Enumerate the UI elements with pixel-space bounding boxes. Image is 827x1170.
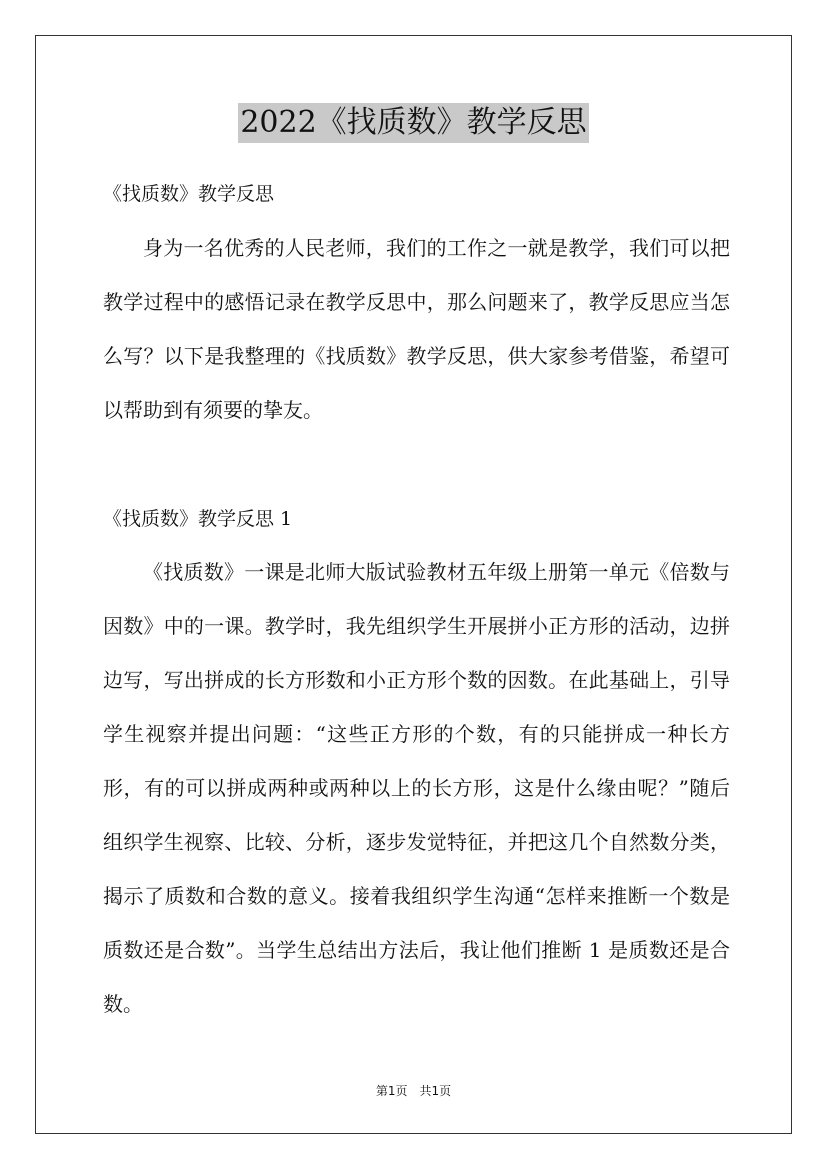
document-title: 2022《找质数》教学反思 [238,103,588,143]
section-1-heading: 《找质数》教学反思 1 [103,508,293,530]
title-container [0,103,827,143]
main-heading: 《找质数》教学反思 [103,183,275,205]
page-footer: 第1页 共1页 [375,1084,452,1098]
section-1-paragraph: 《找质数》一课是北师大版试验教材五年级上册第一单元《倍数与因数》中的一课。教学时，我先组织学生开展拼小正方形的活动，边拼边写，写出拼成的长方形数和小正方形个数的因数。在此基础上，引导学生视察并提出问题：“这些正方形的个数，有的只能拼成一种长方形，有的可以拼成两种或两种以上的长方形，这是什么缘由呢？”随后组织学生视察、比较、分析，逐步发觉特征，并把这几个自然数分类，揭示了质数和合数的意义。接着我组织学生沟通“怎样来推断一个数是质数还是合数”。当学生总结出方法后，我让他们推断 1 是质数还是合数。 [103,560,730,1016]
intro-paragraph: 身为一名优秀的人民老师，我们的工作之一就是教学，我们可以把教学过程中的感悟记录在教学反思中，那么问题来了，教学反思应当怎么写？以下是我整理的《找质数》教学反思，供大家参考借鉴，希望可以帮助到有须要的挚友。 [103,236,730,422]
